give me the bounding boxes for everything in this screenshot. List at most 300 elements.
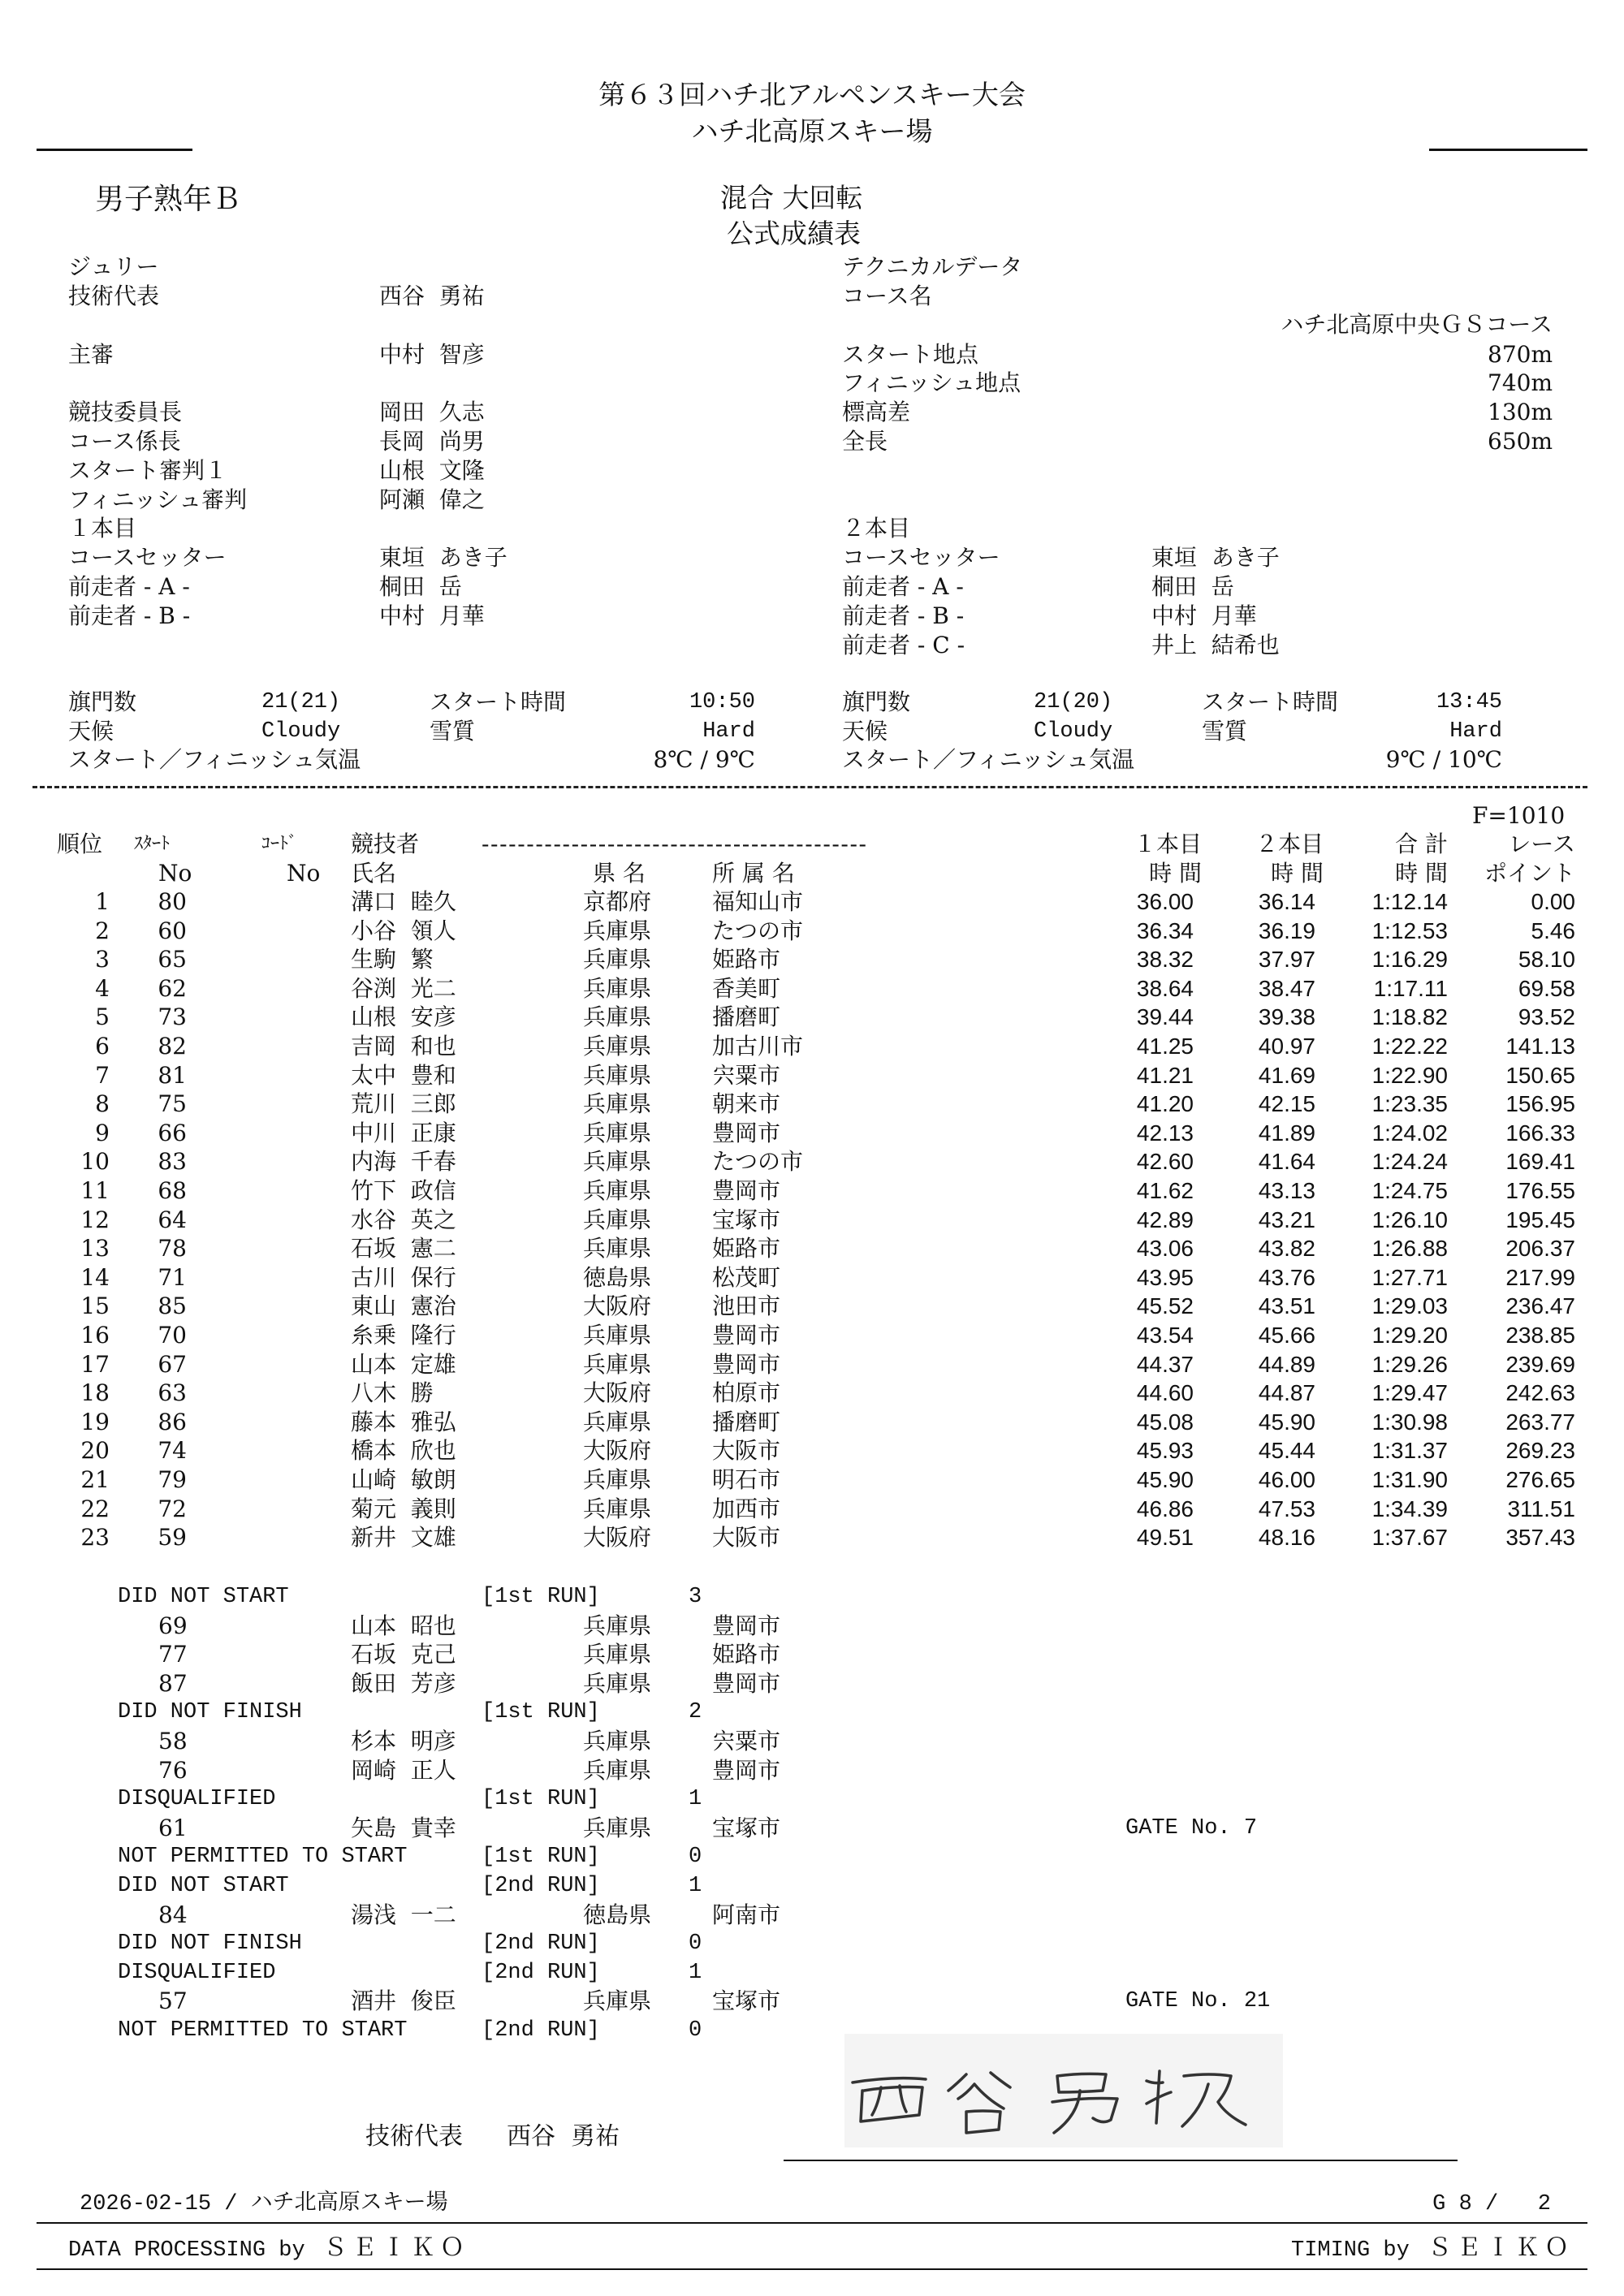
bib-cell: 73 <box>158 1003 187 1031</box>
run1-weather-label: 天候 <box>68 718 114 744</box>
club-cell: たつの市 <box>712 1148 804 1176</box>
header-club: 所 属 名 <box>712 860 795 887</box>
run1-cell: 42.13 <box>1136 1120 1194 1146</box>
jury-heading: ジュリー <box>68 253 159 280</box>
rank-cell: 22 <box>80 1495 110 1522</box>
pref-cell: 大阪府 <box>583 1437 652 1465</box>
rank-cell: 10 <box>80 1148 110 1176</box>
result-row <box>0 1148 1624 1177</box>
header-competitor: 競技者 <box>351 831 420 857</box>
header-run1-time: 時 間 <box>1149 860 1202 887</box>
jury-role: スタート審判１ <box>68 457 228 484</box>
total-cell: 1:29.03 <box>1371 1293 1448 1319</box>
header-run2: ２本目 <box>1255 831 1324 857</box>
club-cell: 豊岡市 <box>712 1322 781 1349</box>
course-label: コース名 <box>842 283 932 309</box>
technical-value: 650m <box>1488 428 1553 455</box>
total-cell: 1:34.39 <box>1371 1495 1448 1521</box>
jury-name: 西谷 勇祐 <box>379 283 485 309</box>
header-points: レース <box>1508 831 1575 857</box>
handwritten-signature-icon <box>844 2034 1283 2147</box>
club-cell: 大阪市 <box>712 1524 781 1552</box>
nonfinisher-run: [1st RUN] <box>482 1845 600 1870</box>
header-pref: 県 名 <box>593 860 646 887</box>
nonfinisher-club: 豊岡市 <box>712 1669 781 1697</box>
name-cell: 溝口 睦久 <box>351 888 456 915</box>
bib-cell: 86 <box>158 1408 187 1435</box>
run1-cell: 45.90 <box>1136 1467 1194 1492</box>
run1-start-time-label: スタート時間 <box>430 688 567 715</box>
nonfinisher-count: 0 <box>689 1931 702 1957</box>
nonfinisher-bib: 84 <box>158 1901 188 1928</box>
total-cell: 1:31.90 <box>1371 1467 1448 1492</box>
bib-cell: 65 <box>158 946 187 973</box>
nonfinisher-club: 宍粟市 <box>712 1728 781 1754</box>
run2-cell: 44.89 <box>1258 1351 1315 1377</box>
nonfinisher-gate-note: GATE No. 21 <box>1125 1989 1271 2014</box>
points-cell: 169.41 <box>1505 1149 1575 1175</box>
run1-cell: 45.93 <box>1136 1438 1194 1464</box>
technical-label: 標高差 <box>842 399 911 425</box>
result-row <box>0 1090 1624 1120</box>
run2-cell: 43.21 <box>1258 1206 1315 1232</box>
pref-cell: 兵庫県 <box>583 1090 652 1118</box>
club-cell: 姫路市 <box>712 1235 781 1262</box>
nonfinisher-club: 宝塚市 <box>712 1987 781 2015</box>
run2-cell: 38.47 <box>1258 975 1315 1001</box>
name-cell: 菊元 義則 <box>351 1495 456 1522</box>
jury-role: 技術代表 <box>68 283 160 309</box>
pref-cell: 大阪府 <box>583 1293 652 1320</box>
club-cell: 加西市 <box>712 1495 781 1522</box>
discipline-title: 混合 大回転 <box>720 182 863 214</box>
rank-cell: 15 <box>80 1293 110 1320</box>
run2-staff-role: 前走者 - B - <box>842 602 965 629</box>
run1-snow: Hard <box>702 719 755 744</box>
pref-cell: 兵庫県 <box>583 1033 652 1060</box>
run1-heading: １本目 <box>68 515 137 542</box>
bib-cell: 80 <box>158 888 187 915</box>
technical-value: 740m <box>1488 369 1553 396</box>
run2-start-time: 13:45 <box>1436 690 1502 714</box>
nonfinisher-count: 1 <box>689 1960 702 1985</box>
points-cell: 150.65 <box>1505 1062 1575 1088</box>
total-cell: 1:29.20 <box>1371 1323 1448 1348</box>
nonfinisher-club: 姫路市 <box>712 1641 781 1668</box>
section-divider <box>32 786 1587 788</box>
nonfinisher-group-label: DID NOT FINISH <box>118 1700 302 1725</box>
run2-heading: ２本目 <box>842 515 911 542</box>
header-start-no: No <box>158 860 192 887</box>
bib-cell: 60 <box>158 917 187 944</box>
run1-start-time: 10:50 <box>689 690 755 714</box>
rank-cell: 6 <box>95 1033 110 1060</box>
points-cell: 206.37 <box>1505 1236 1575 1262</box>
result-row <box>0 1206 1624 1236</box>
nonfinisher-run: [2nd RUN] <box>482 2018 600 2043</box>
points-cell: 269.23 <box>1505 1438 1575 1464</box>
jury-role: フィニッシュ審判 <box>68 486 248 513</box>
nonfinisher-run: [1st RUN] <box>482 1700 600 1725</box>
bib-cell: 81 <box>158 1061 187 1089</box>
nonfinisher-name: 杉本 明彦 <box>351 1728 456 1754</box>
run2-cell: 42.15 <box>1258 1091 1315 1117</box>
run2-cell: 45.90 <box>1258 1409 1315 1435</box>
pref-cell: 兵庫県 <box>583 1148 652 1176</box>
run1-cell: 41.25 <box>1136 1034 1194 1059</box>
run2-cell: 46.00 <box>1258 1467 1315 1492</box>
signature-name: 西谷 勇祐 <box>507 2122 620 2151</box>
club-cell: 朝来市 <box>712 1090 781 1118</box>
signature-role: 技術代表 <box>365 2122 463 2151</box>
pref-cell: 兵庫県 <box>583 1061 652 1089</box>
run2-gates-label: 旗門数 <box>842 688 911 715</box>
nonfinisher-group-label: DID NOT START <box>118 1585 289 1609</box>
run2-weather-label: 天候 <box>842 718 888 744</box>
technical-label: スタート地点 <box>842 341 979 368</box>
nonfinisher-pref: 兵庫県 <box>583 1756 652 1784</box>
result-row <box>0 888 1624 917</box>
nonfinisher-name: 酒井 俊臣 <box>351 1987 456 2015</box>
club-cell: 豊岡市 <box>712 1177 781 1204</box>
jury-name: 阿瀬 偉之 <box>379 486 485 513</box>
bib-cell: 59 <box>158 1524 187 1552</box>
rank-cell: 19 <box>80 1408 110 1435</box>
points-cell: 195.45 <box>1505 1206 1575 1232</box>
bib-cell: 71 <box>158 1263 187 1291</box>
header-total-time: 時 間 <box>1395 860 1448 887</box>
name-cell: 内海 千春 <box>351 1148 456 1176</box>
name-cell: 東山 憲治 <box>351 1293 456 1320</box>
rank-cell: 7 <box>95 1061 110 1089</box>
pref-cell: 京都府 <box>583 888 652 915</box>
course-name: ハチ北高原中央ＧＳコース <box>1281 311 1553 338</box>
header-code-no: No <box>287 860 321 887</box>
doc-type: 公式成績表 <box>727 218 861 249</box>
result-row <box>0 1293 1624 1322</box>
bib-cell: 83 <box>158 1148 187 1176</box>
total-cell: 1:26.88 <box>1371 1236 1448 1262</box>
run1-cell: 44.37 <box>1136 1351 1194 1377</box>
nonfinisher-club: 豊岡市 <box>712 1612 781 1639</box>
result-row <box>0 1524 1624 1553</box>
name-cell: 小谷 領人 <box>351 917 456 944</box>
bib-cell: 78 <box>158 1235 187 1262</box>
points-cell: 176.55 <box>1505 1178 1575 1203</box>
run2-cell: 45.44 <box>1258 1438 1315 1464</box>
result-row <box>0 1235 1624 1264</box>
points-cell: 217.99 <box>1505 1264 1575 1290</box>
run2-start-time-label: スタート時間 <box>1202 688 1339 715</box>
nonfinisher-bib: 77 <box>158 1641 188 1668</box>
rank-cell: 16 <box>80 1322 110 1349</box>
result-row <box>0 1322 1624 1351</box>
run1-cell: 49.51 <box>1136 1525 1194 1551</box>
run2-weather: Cloudy <box>1034 719 1113 744</box>
club-cell: たつの市 <box>712 917 804 944</box>
club-cell: 豊岡市 <box>712 1350 781 1378</box>
technical-heading: テクニカルデータ <box>842 253 1023 280</box>
result-row <box>0 1264 1624 1293</box>
run1-cell: 44.60 <box>1136 1380 1194 1406</box>
name-cell: 水谷 英之 <box>351 1206 456 1233</box>
rank-cell: 4 <box>95 974 110 1002</box>
nonfinisher-club: 阿南市 <box>712 1901 781 1928</box>
run1-snow-label: 雪質 <box>430 718 476 744</box>
club-cell: 大阪市 <box>712 1437 781 1465</box>
run1-cell: 43.95 <box>1136 1264 1194 1290</box>
club-cell: 播磨町 <box>712 1003 781 1031</box>
points-cell: 236.47 <box>1505 1293 1575 1319</box>
run1-cell: 45.52 <box>1136 1293 1194 1319</box>
run1-cell: 46.86 <box>1136 1495 1194 1521</box>
club-cell: 香美町 <box>712 974 781 1002</box>
bib-cell: 72 <box>158 1495 187 1522</box>
result-row <box>0 1062 1624 1091</box>
run1-staff-role: 前走者 - A - <box>68 573 190 600</box>
name-cell: 谷渕 光二 <box>351 974 456 1002</box>
result-row <box>0 1437 1624 1466</box>
run2-staff-name: 中村 月華 <box>1151 602 1257 629</box>
total-cell: 1:24.24 <box>1371 1149 1448 1175</box>
nonfinisher-name: 山本 昭也 <box>351 1612 456 1639</box>
footer-date-place: 2026-02-15 / ハチ北高原スキー場 <box>80 2192 448 2216</box>
run2-cell: 41.89 <box>1258 1120 1315 1146</box>
name-cell: 糸乗 隆行 <box>351 1322 456 1349</box>
result-row <box>0 1409 1624 1438</box>
header-code: ｺｰﾄﾞ <box>261 834 298 854</box>
f-value: F=1010 <box>1472 802 1566 829</box>
nonfinisher-name: 矢島 貴幸 <box>351 1814 456 1841</box>
pref-cell: 兵庫県 <box>583 1495 652 1522</box>
nonfinisher-bib: 87 <box>158 1669 188 1697</box>
data-processing-label: DATA PROCESSING by <box>68 2238 305 2263</box>
signature-line <box>784 2160 1458 2161</box>
technical-value: 870m <box>1488 341 1553 368</box>
nonfinisher-bib: 69 <box>158 1612 188 1639</box>
points-cell: 5.46 <box>1531 917 1575 943</box>
run1-staff-name: 中村 月華 <box>379 602 485 629</box>
header-dashes: ------------------------------------------- <box>482 831 868 857</box>
run1-cell: 41.20 <box>1136 1091 1194 1117</box>
rank-cell: 17 <box>80 1350 110 1378</box>
technical-value: 130m <box>1488 399 1553 425</box>
run1-staff-role: 前走者 - B - <box>68 602 191 629</box>
run1-cell: 41.21 <box>1136 1062 1194 1088</box>
run2-temp: 9℃ / 10℃ <box>1385 746 1502 773</box>
bib-cell: 79 <box>158 1466 187 1493</box>
points-cell: 58.10 <box>1518 947 1575 973</box>
result-row <box>0 1177 1624 1206</box>
points-cell: 69.58 <box>1518 975 1575 1001</box>
rank-cell: 3 <box>95 946 110 973</box>
bib-cell: 75 <box>158 1090 187 1118</box>
nonfinisher-name: 飯田 芳彦 <box>351 1669 456 1697</box>
rank-cell: 20 <box>80 1437 110 1465</box>
club-cell: 宝塚市 <box>712 1206 781 1233</box>
footer-rule-bottom <box>37 2268 1587 2270</box>
total-cell: 1:22.22 <box>1371 1034 1448 1059</box>
nonfinisher-group-label: DISQUALIFIED <box>118 1787 276 1812</box>
total-cell: 1:37.67 <box>1371 1525 1448 1551</box>
rank-cell: 14 <box>80 1263 110 1291</box>
club-cell: 池田市 <box>712 1293 781 1320</box>
nonfinisher-group-label: DISQUALIFIED <box>118 1960 276 1985</box>
name-cell: 竹下 政信 <box>351 1177 456 1204</box>
bib-cell: 67 <box>158 1350 187 1378</box>
points-cell: 357.43 <box>1505 1525 1575 1551</box>
run2-cell: 41.64 <box>1258 1149 1315 1175</box>
points-cell: 239.69 <box>1505 1351 1575 1377</box>
run2-cell: 39.38 <box>1258 1004 1315 1030</box>
name-cell: 吉岡 和也 <box>351 1033 456 1060</box>
event-title: 第６３回ハチ北アルペンスキー大会 <box>598 79 1026 110</box>
nonfinisher-bib: 57 <box>158 1987 188 2015</box>
venue-title: ハチ北高原スキー場 <box>691 115 933 147</box>
club-cell: 加古川市 <box>712 1033 804 1060</box>
run1-weather: Cloudy <box>261 719 341 744</box>
name-cell: 石坂 憲二 <box>351 1235 456 1262</box>
run1-cell: 36.34 <box>1136 917 1194 943</box>
run1-cell: 41.62 <box>1136 1178 1194 1203</box>
run1-gates: 21(21) <box>261 690 341 714</box>
club-cell: 姫路市 <box>712 946 781 973</box>
nonfinisher-club: 豊岡市 <box>712 1756 781 1784</box>
header-name: 氏名 <box>351 860 397 887</box>
points-cell: 242.63 <box>1505 1380 1575 1406</box>
result-row <box>0 1351 1624 1380</box>
run1-cell: 36.00 <box>1136 889 1194 914</box>
nonfinisher-count: 3 <box>689 1585 702 1609</box>
points-cell: 311.51 <box>1507 1495 1575 1521</box>
total-cell: 1:27.71 <box>1371 1264 1448 1290</box>
nonfinisher-run: [2nd RUN] <box>482 1931 600 1957</box>
result-row <box>0 1495 1624 1525</box>
total-cell: 1:24.75 <box>1371 1178 1448 1203</box>
name-cell: 太中 豊和 <box>351 1061 456 1089</box>
nonfinisher-pref: 兵庫県 <box>583 1987 652 2015</box>
pref-cell: 兵庫県 <box>583 917 652 944</box>
bib-cell: 62 <box>158 974 187 1002</box>
name-cell: 橋本 欣也 <box>351 1437 456 1465</box>
jury-name: 長岡 尚男 <box>379 428 485 455</box>
nonfinisher-count: 0 <box>689 1845 702 1870</box>
run2-snow: Hard <box>1449 719 1502 744</box>
nonfinisher-gate-note: GATE No. 7 <box>1125 1815 1258 1841</box>
rank-cell: 13 <box>80 1235 110 1262</box>
header-points2: ポイント <box>1484 860 1575 887</box>
nonfinisher-count: 1 <box>689 1874 702 1898</box>
nonfinisher-pref: 徳島県 <box>583 1901 652 1928</box>
rank-cell: 9 <box>95 1119 110 1146</box>
run2-cell: 41.69 <box>1258 1062 1315 1088</box>
club-cell: 柏原市 <box>712 1379 781 1407</box>
nonfinisher-pref: 兵庫県 <box>583 1612 652 1639</box>
run2-cell: 36.14 <box>1258 889 1315 914</box>
pref-cell: 兵庫県 <box>583 1003 652 1031</box>
header-rule-right <box>1429 149 1587 151</box>
points-cell: 276.65 <box>1505 1467 1575 1492</box>
club-cell: 明石市 <box>712 1466 781 1493</box>
name-cell: 中川 正康 <box>351 1119 456 1146</box>
nonfinisher-run: [1st RUN] <box>482 1787 600 1812</box>
club-cell: 宍粟市 <box>712 1061 781 1089</box>
run1-cell: 43.06 <box>1136 1236 1194 1262</box>
run2-cell: 43.76 <box>1258 1264 1315 1290</box>
result-row <box>0 975 1624 1004</box>
nonfinisher-name: 湯浅 一二 <box>351 1901 456 1928</box>
nonfinisher-pref: 兵庫県 <box>583 1641 652 1668</box>
jury-role: コース係長 <box>68 428 181 455</box>
total-cell: 1:12.53 <box>1371 917 1448 943</box>
jury-name: 山根 文隆 <box>379 457 485 484</box>
nonfinisher-group-label: DID NOT FINISH <box>118 1931 302 1957</box>
pref-cell: 大阪府 <box>583 1379 652 1407</box>
nonfinisher-pref: 兵庫県 <box>583 1669 652 1697</box>
result-row <box>0 946 1624 975</box>
run2-staff-role: 前走者 - A - <box>842 573 964 600</box>
run1-gates-label: 旗門数 <box>68 688 137 715</box>
nonfinisher-run: [1st RUN] <box>482 1585 600 1609</box>
pref-cell: 兵庫県 <box>583 1206 652 1233</box>
header-rule-left <box>37 149 192 151</box>
rank-cell: 18 <box>80 1379 110 1407</box>
nonfinisher-pref: 兵庫県 <box>583 1814 652 1841</box>
run2-cell: 37.97 <box>1258 947 1315 973</box>
timing-label: TIMING by <box>1291 2238 1410 2263</box>
rank-cell: 8 <box>95 1090 110 1118</box>
rank-cell: 11 <box>80 1177 110 1204</box>
run2-staff-role: コースセッター <box>842 544 1000 571</box>
bib-cell: 68 <box>158 1177 187 1204</box>
nonfinisher-count: 1 <box>689 1787 702 1812</box>
nonfinisher-pref: 兵庫県 <box>583 1728 652 1754</box>
seiko-logo-left: ＳＥＩＫＯ <box>322 2233 469 2262</box>
name-cell: 藤本 雅弘 <box>351 1408 456 1435</box>
nonfinisher-bib: 61 <box>158 1814 188 1841</box>
jury-name: 岡田 久志 <box>379 399 485 425</box>
total-cell: 1:30.98 <box>1371 1409 1448 1435</box>
result-row <box>0 1466 1624 1495</box>
nonfinisher-count: 2 <box>689 1700 702 1725</box>
points-cell: 0.00 <box>1531 889 1575 914</box>
name-cell: 山根 安彦 <box>351 1003 456 1031</box>
total-cell: 1:29.26 <box>1371 1351 1448 1377</box>
run1-cell: 43.54 <box>1136 1323 1194 1348</box>
run2-gates: 21(20) <box>1034 690 1113 714</box>
name-cell: 山本 定雄 <box>351 1350 456 1378</box>
total-cell: 1:26.10 <box>1371 1206 1448 1232</box>
run2-cell: 40.97 <box>1258 1034 1315 1059</box>
pref-cell: 兵庫県 <box>583 946 652 973</box>
header-total: 合 計 <box>1395 831 1448 857</box>
run2-cell: 43.13 <box>1258 1178 1315 1203</box>
run1-cell: 42.60 <box>1136 1149 1194 1175</box>
pref-cell: 兵庫県 <box>583 1350 652 1378</box>
nonfinisher-group-label: NOT PERMITTED TO START <box>118 1845 408 1870</box>
points-cell: 156.95 <box>1505 1091 1575 1117</box>
result-row <box>0 1003 1624 1033</box>
run2-staff-name: 桐田 岳 <box>1151 573 1234 600</box>
nonfinisher-run: [2nd RUN] <box>482 1960 600 1985</box>
header-run1: １本目 <box>1133 831 1202 857</box>
run1-cell: 38.64 <box>1136 975 1194 1001</box>
total-cell: 1:23.35 <box>1371 1091 1448 1117</box>
run2-cell: 44.87 <box>1258 1380 1315 1406</box>
category-title: 男子熟年Ｂ <box>95 183 242 216</box>
points-cell: 238.85 <box>1505 1323 1575 1348</box>
points-cell: 263.77 <box>1505 1409 1575 1435</box>
